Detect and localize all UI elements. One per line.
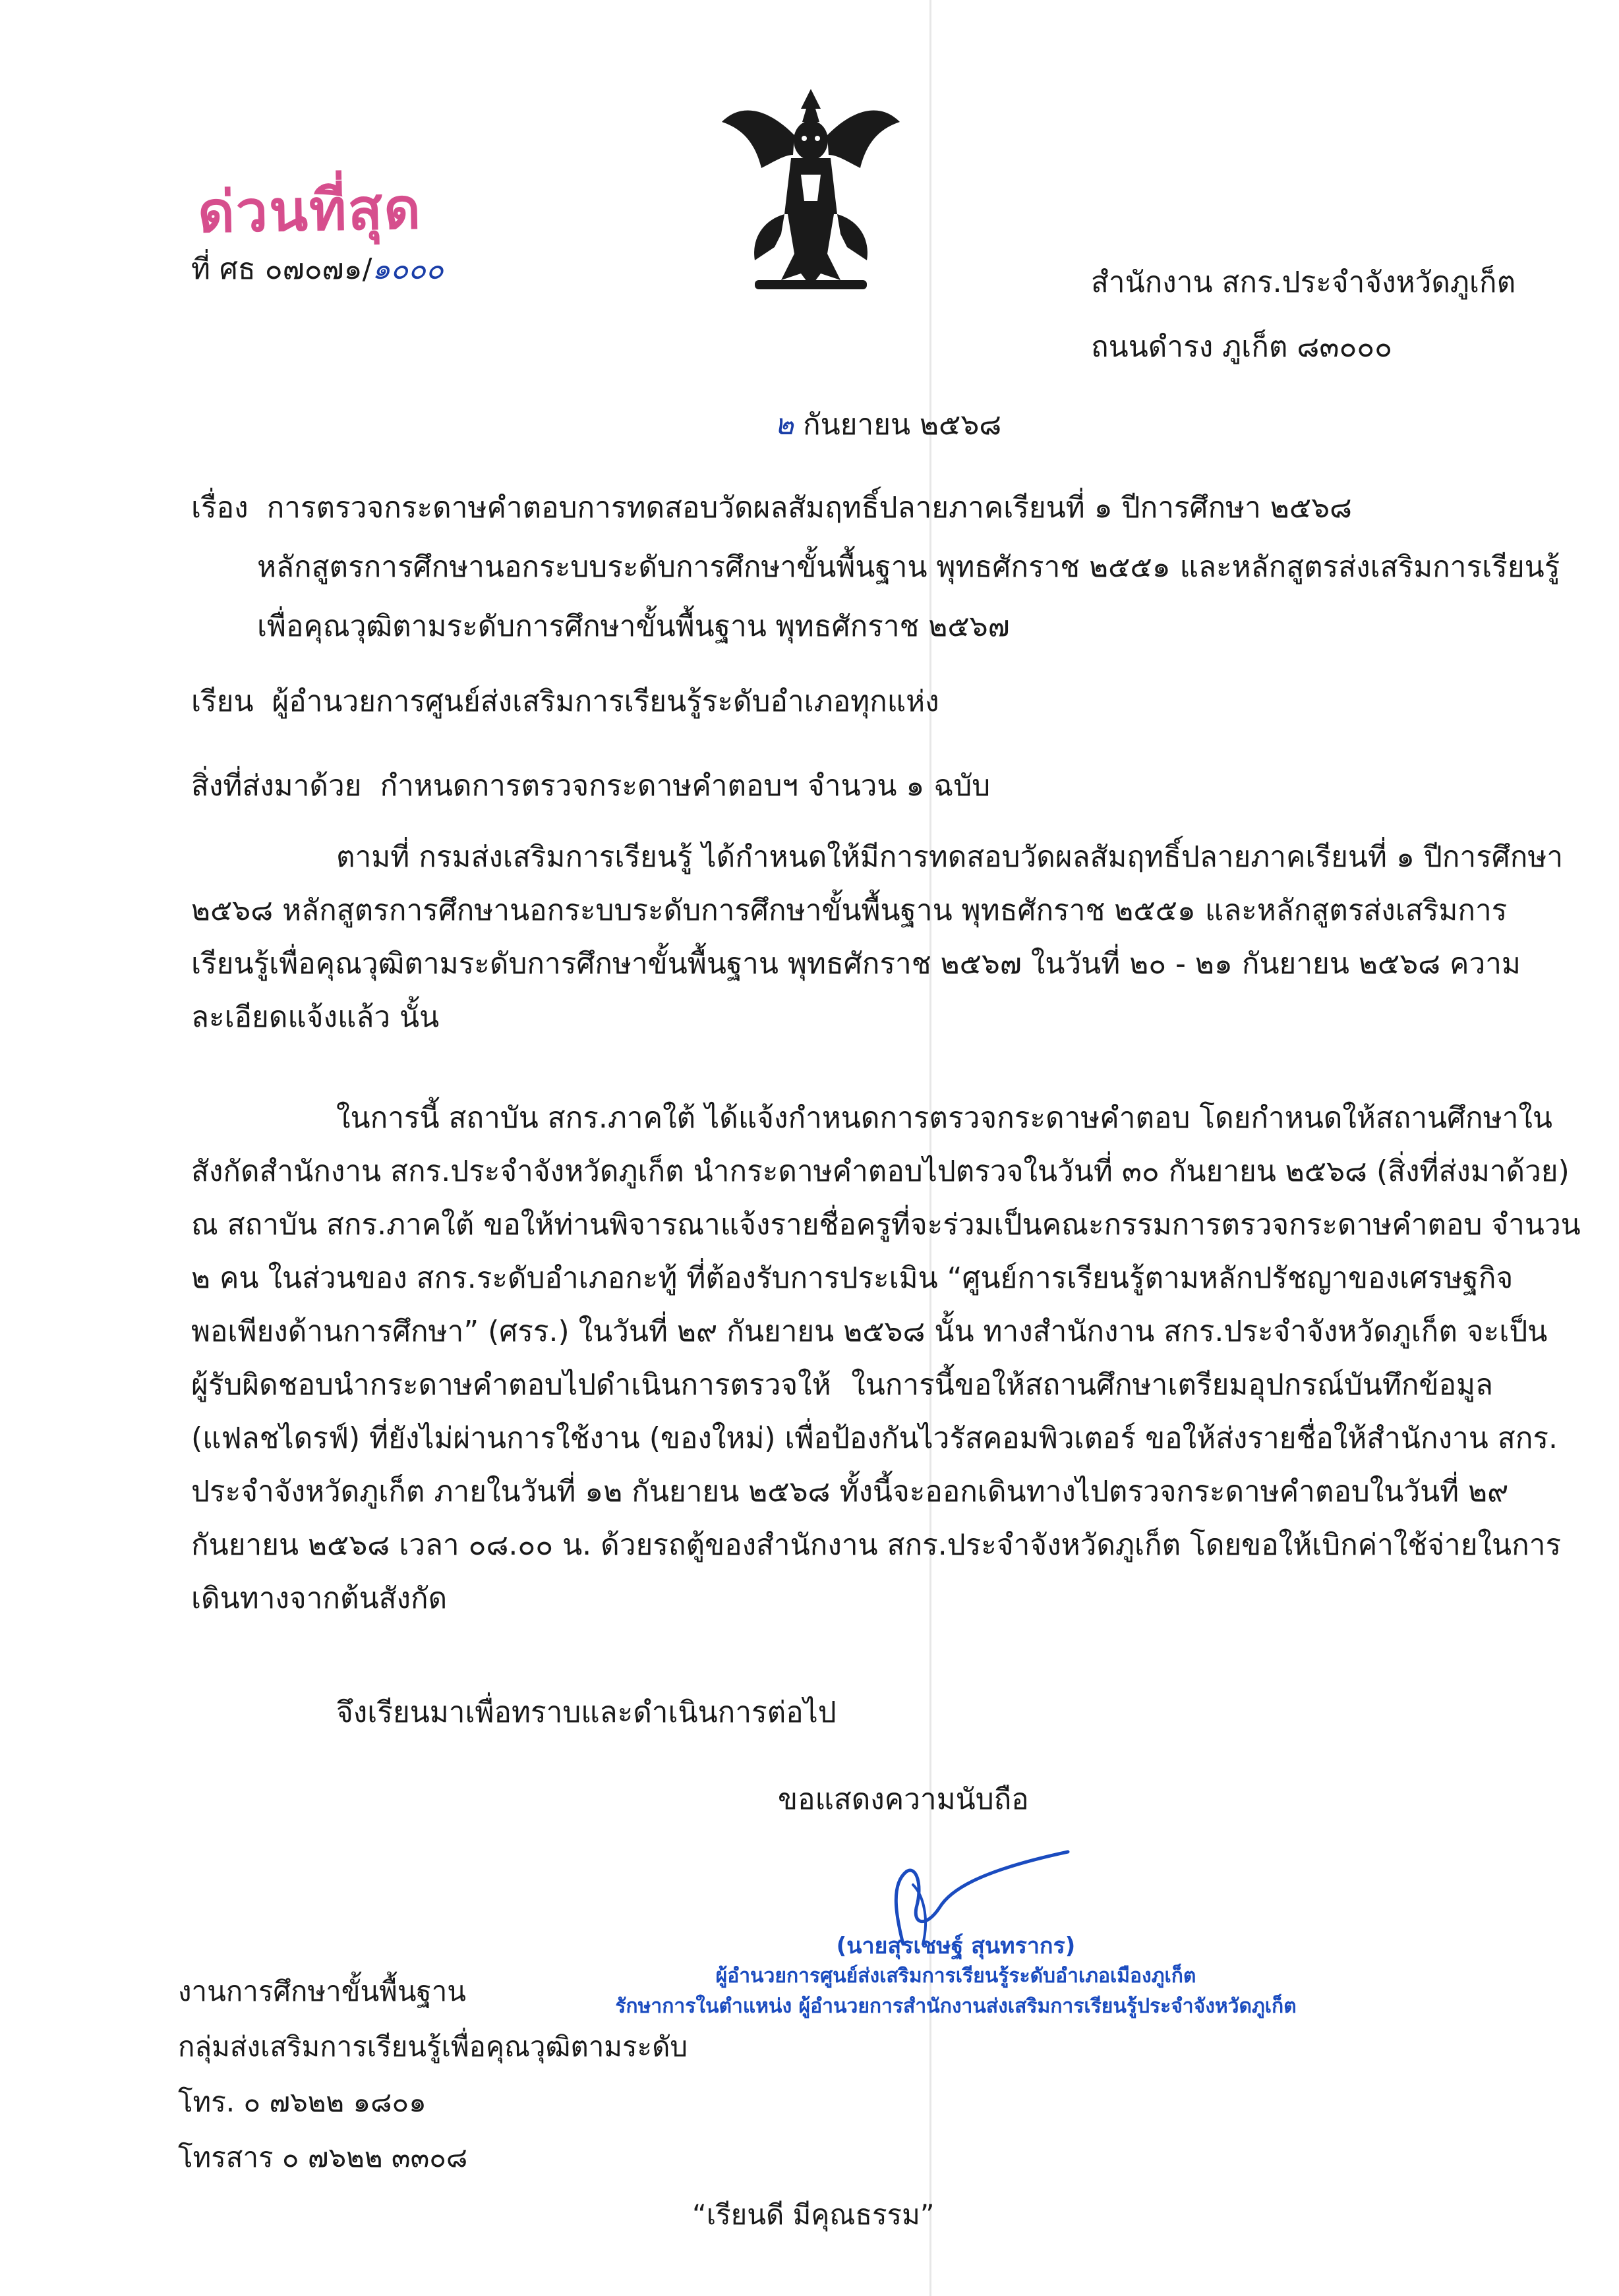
salutation (191, 681, 939, 722)
contact-phone: โทร. ๐ ๗๖๒๒ ๑๘๐๑ (178, 2086, 427, 2118)
signatory-name: (นายสุรเชษฐ์ สุนทรากร) (836, 1933, 1076, 1959)
date-day: ๒ (775, 408, 794, 442)
doc-no-number: ๑๐๐๐ (372, 252, 444, 286)
paragraph-line: ในการนี้ สถาบัน สกร.ภาคใต้ ได้แจ้งกำหนดการตรวจกระดาษคำตอบ โดยกำหนดให้สถานศึกษาใน (336, 1101, 1552, 1135)
signatory-acting-position: รักษาการในตำแหน่ง ผู้อำนวยการสำนักงานส่งเสริมการเรียนรู้ประจำจังหวัดภูเก็ต (615, 1995, 1297, 2018)
paragraph-line: ๒ คน ในส่วนของ สกร.ระดับอำเภอกะทู้ ที่ต้องรับการประเมิน “ศูนย์การเรียนรู้ตามหลักปรัชญาของเศรษฐกิจ (191, 1261, 1514, 1295)
letter-date (775, 405, 1001, 445)
paragraph-line: ๒๕๖๘ หลักสูตรการศึกษานอกระบบระดับการศึกษาขั้นพื้นฐาน พุทธศักราช ๒๕๕๑ และหลักสูตรส่งเสริมการ (191, 894, 1508, 927)
signatory-position: ผู้อำนวยการศูนย์ส่งเสริมการเรียนรู้ระดับอำเภอเมืองภูเก็ต (715, 1965, 1196, 1988)
contact-group: กลุ่มส่งเสริมการเรียนรู้เพื่อคุณวุฒิตามระดับ (178, 2030, 688, 2063)
doc-no-prefix: ที่ ศธ ๐๗๐๗๑/ (191, 252, 372, 286)
subject-label: เรื่อง (191, 491, 249, 525)
body-paragraph-1 (191, 830, 1564, 1044)
paragraph-line: เรียนรู้เพื่อคุณวุฒิตามระดับการศึกษาขั้นพื้นฐาน พุทธศักราช ๒๕๖๗ ในวันที่ ๒๐ - ๒๑ กันยายน ๒๕๖๘ ความ (191, 947, 1521, 981)
paragraph-line: ประจำจังหวัดภูเก็ต ภายในวันที่ ๑๒ กันยายน ๒๕๖๘ ทั้งนี้จะออกเดินทางไปตรวจกระดาษคำตอบในวันที่ ๒๙ (191, 1475, 1509, 1508)
salutation-label: เรียน (191, 685, 254, 718)
paragraph-line: (แฟลชไดรฟ์) ที่ยังไม่ผ่านการใช้งาน (ของใหม่) เพื่อป้องกันไวรัสคอมพิวเตอร์ ขอให้ส่งรายชื่อให้สำนักงาน สกร. (191, 1421, 1558, 1455)
salutation-text: ผู้อำนวยการศูนย์ส่งเสริมการเรียนรู้ระดับอำเภอทุกแห่ง (272, 685, 939, 718)
enclosure (191, 766, 990, 807)
enclosure-label: สิ่งที่ส่งมาด้วย (191, 769, 362, 803)
subject-block (191, 488, 1560, 647)
document-number (191, 249, 444, 290)
subject-line-1 (191, 488, 1560, 529)
issuing-office (1091, 262, 1516, 368)
paragraph-line: ผู้รับผิดชอบนำกระดาษคำตอบไปดำเนินการตรวจให้ ในการนี้ขอให้สถานศึกษาเตรียมอุปกรณ์บันทึกข้อมูล (191, 1368, 1493, 1402)
closing-sentence: จึงเรียนมาเพื่อทราบและดำเนินการต่อไป (336, 1696, 837, 1729)
paragraph-line: สังกัดสำนักงาน สกร.ประจำจังหวัดภูเก็ต นำกระดาษคำตอบไปตรวจในวันที่ ๓๐ กันยายน ๒๕๖๘ (สิ่งที่ส่งมาด้วย) (191, 1155, 1570, 1188)
contact-fax: โทรสาร ๐ ๗๖๒๒ ๓๓๐๘ (178, 2141, 468, 2173)
signatory-block (593, 1931, 1318, 2022)
motto: “เรียนดี มีคุณธรรม” (692, 2198, 935, 2231)
enclosure-text: กำหนดการตรวจกระดาษคำตอบฯ จำนวน ๑ ฉบับ (380, 769, 991, 803)
paragraph-line: กันยายน ๒๕๖๘ เวลา ๐๘.๐๐ น. ด้วยรถตู้ของสำนักงาน สกร.ประจำจังหวัดภูเก็ต โดยขอให้เบิกค่าใช้จ่ายในการ (191, 1528, 1562, 1562)
paragraph-line: พอเพียงด้านการศึกษา” (ศรร.) ในวันที่ ๒๙ กันยายน ๒๕๖๘ นั้น ทางสำนักงาน สกร.ประจำจังหวัดภูเก็ต จะเป็น (191, 1315, 1548, 1348)
contact-department: งานการศึกษาขั้นพื้นฐาน (178, 1975, 467, 2007)
garuda-emblem-icon (715, 82, 906, 300)
paragraph-line: ละเอียดแจ้งแล้ว นั้น (191, 1000, 440, 1034)
regards: ขอแสดงความนับถือ (778, 1783, 1029, 1816)
contact-block (178, 1964, 688, 2185)
paragraph-line: เดินทางจากต้นสังกัด (191, 1582, 448, 1615)
subject-text-1: การตรวจกระดาษคำตอบการทดสอบวัดผลสัมฤทธิ์ปลายภาคเรียนที่ ๑ ปีการศึกษา ๒๕๖๘ (266, 491, 1352, 525)
office-name: สำนักงาน สกร.ประจำจังหวัดภูเก็ต (1091, 266, 1516, 299)
subject-line-2: หลักสูตรการศึกษานอกระบบระดับการศึกษาขั้นพื้นฐาน พุทธศักราช ๒๕๕๑ และหลักสูตรส่งเสริมการเรียนรู้ (257, 550, 1560, 584)
body-paragraph-2 (191, 1091, 1581, 1625)
date-month-year: กันยายน ๒๕๖๘ (794, 408, 1002, 442)
office-address: ถนนดำรง ภูเก็ต ๘๓๐๐๐ (1091, 330, 1393, 364)
subject-line-3: เพื่อคุณวุฒิตามระดับการศึกษาขั้นพื้นฐาน พุทธศักราช ๒๕๖๗ (257, 610, 1010, 643)
paragraph-line: ณ สถาบัน สกร.ภาคใต้ ขอให้ท่านพิจารณาแจ้งรายชื่อครูที่จะร่วมเป็นคณะกรรมการตรวจกระดาษคำตอบ จำนวน (191, 1208, 1581, 1242)
paragraph-line: ตามที่ กรมส่งเสริมการเรียนรู้ ได้กำหนดให้มีการทดสอบวัดผลสัมฤทธิ์ปลายภาคเรียนที่ ๑ ปีการศึกษา (336, 840, 1564, 874)
urgency-stamp: ด่วนที่สุด (197, 175, 423, 246)
